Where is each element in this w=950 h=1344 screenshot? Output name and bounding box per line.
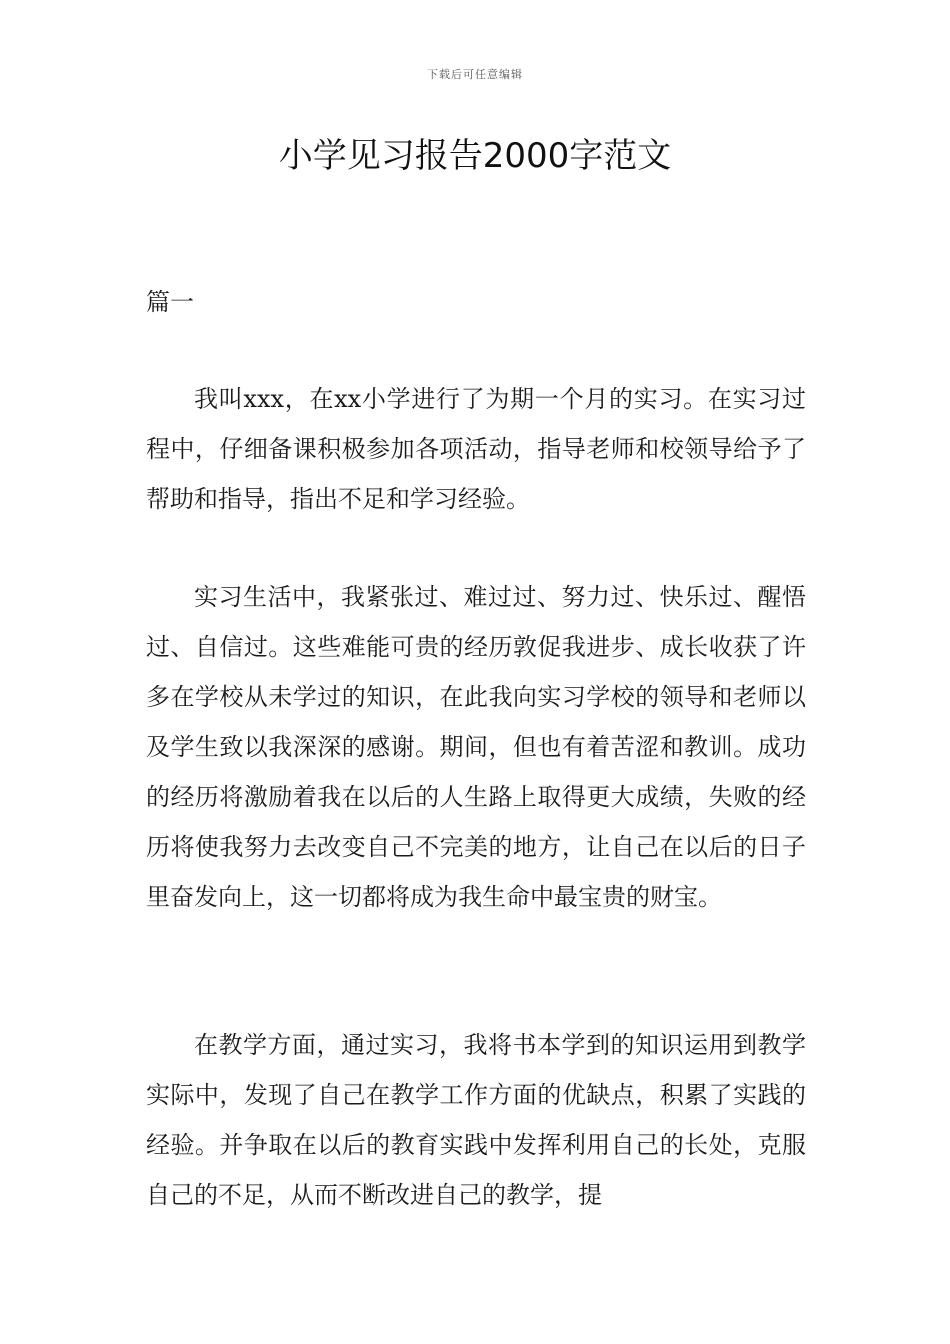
paragraph-2: 实习生活中，我紧张过、难过过、努力过、快乐过、醒悟过、自信过。这些难能可贵的经历敦促我进步、成长收获了许多在学校从未学过的知识，在此我向实习学校的领导和老师以及学生致以我深深的感谢。期间，但也有着苦涩和教训。成功的经历将激励着我在以后的人生路上取得更大成绩，失败的经历将使我努力去改变自己不完美的地方，让自己在以后的日子里奋发向上，这一切都将成为我生命中最宝贵的财宝。 xyxy=(146,583,806,911)
document-title: 小学见习报告2000字范文 xyxy=(278,136,672,176)
header-note: 下载后可任意编辑 xyxy=(427,68,523,81)
paragraph-3: 在教学方面，通过实习，我将书本学到的知识运用到教学实际中，发现了自己在教学工作方面的优缺点，积累了实践的经验。并争取在以后的教育实践中发挥利用自己的长处，克服自己的不足，从而不断改进自己的教学，提 xyxy=(146,1031,806,1209)
paragraph-1: 我叫xxx，在xx小学进行了为期一个月的实习。在实习过程中，仔细备课积极参加各项活动，指导老师和校领导给予了帮助和指导，指出不足和学习经验。 xyxy=(146,385,806,513)
section-heading: 篇一 xyxy=(146,288,194,316)
